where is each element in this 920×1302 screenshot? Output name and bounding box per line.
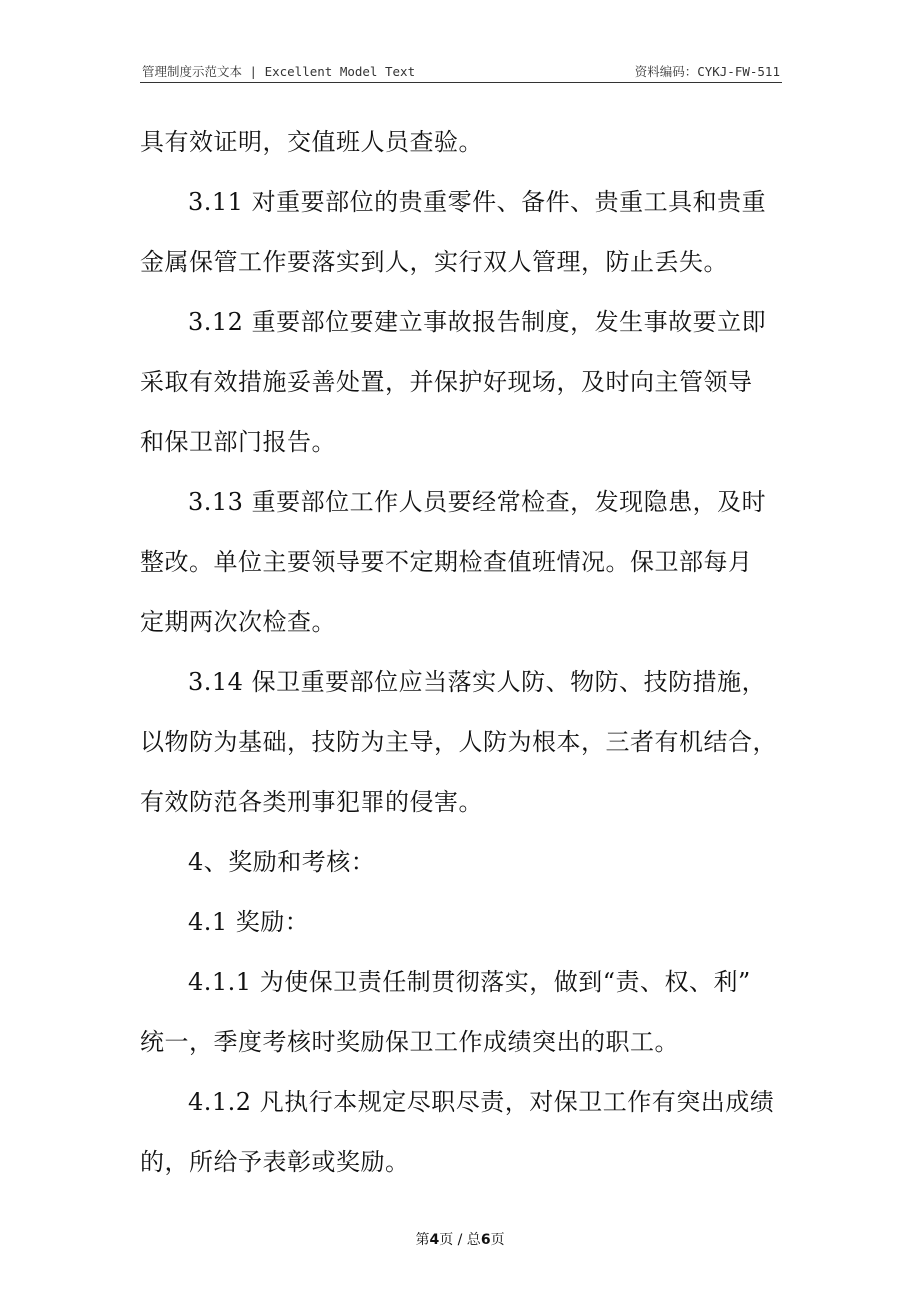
paragraph-line: 统一，季度考核时奖励保卫工作成绩突出的职工。 — [140, 1028, 679, 1056]
document-code: 资料编码：CYKJ-FW-511 — [634, 64, 780, 79]
paragraph-line: 3.14 保卫重要部位应当落实人防、物防、技防措施， — [188, 668, 767, 696]
current-page-number: 4 — [429, 1232, 440, 1248]
paragraph-line: 的，所给予表彰或奖励。 — [140, 1148, 410, 1176]
page-suffix: 页 — [490, 1232, 505, 1248]
paragraph-line: 4.1.2 凡执行本规定尽职尽责，对保卫工作有突出成绩 — [188, 1088, 775, 1116]
paragraph-line: 3.11 对重要部位的贵重零件、备件、贵重工具和贵重 — [188, 188, 767, 216]
paragraph-line: 4、奖励和考核： — [188, 848, 376, 876]
paragraph-line: 采取有效措施妥善处置，并保护好现场，及时向主管领导 — [140, 368, 753, 396]
page-separator: 页 / 总 — [439, 1232, 481, 1248]
header-title: 管理制度示范文本 | Excellent Model Text — [142, 64, 416, 79]
paragraph-line: 金属保管工作要落实到人，实行双人管理，防止丢失。 — [140, 248, 728, 276]
paragraph-line: 和保卫部门报告。 — [140, 428, 336, 456]
page-footer — [0, 1229, 920, 1249]
paragraph-line: 定期两次次检查。 — [140, 608, 336, 636]
paragraph-line: 3.12 重要部位要建立事故报告制度，发生事故要立即 — [188, 308, 767, 336]
paragraph-line: 以物防为基础，技防为主导，人防为根本，三者有机结合， — [140, 728, 777, 756]
paragraph-line: 具有效证明，交值班人员查验。 — [140, 128, 483, 156]
paragraph-line: 4.1 奖励： — [188, 908, 310, 936]
total-pages-number: 6 — [480, 1232, 491, 1248]
paragraph-line: 整改。单位主要领导要不定期检查值班情况。保卫部每月 — [140, 548, 753, 576]
paragraph-line: 3.13 重要部位工作人员要经常检查，发现隐患，及时 — [188, 488, 767, 516]
document-body — [140, 112, 780, 1192]
page-prefix: 第 — [415, 1232, 430, 1248]
page-header — [140, 60, 782, 83]
paragraph-line: 有效防范各类刑事犯罪的侵害。 — [140, 788, 483, 816]
paragraph-line: 4.1.1 为使保卫责任制贯彻落实，做到“责、权、利” — [188, 968, 751, 996]
